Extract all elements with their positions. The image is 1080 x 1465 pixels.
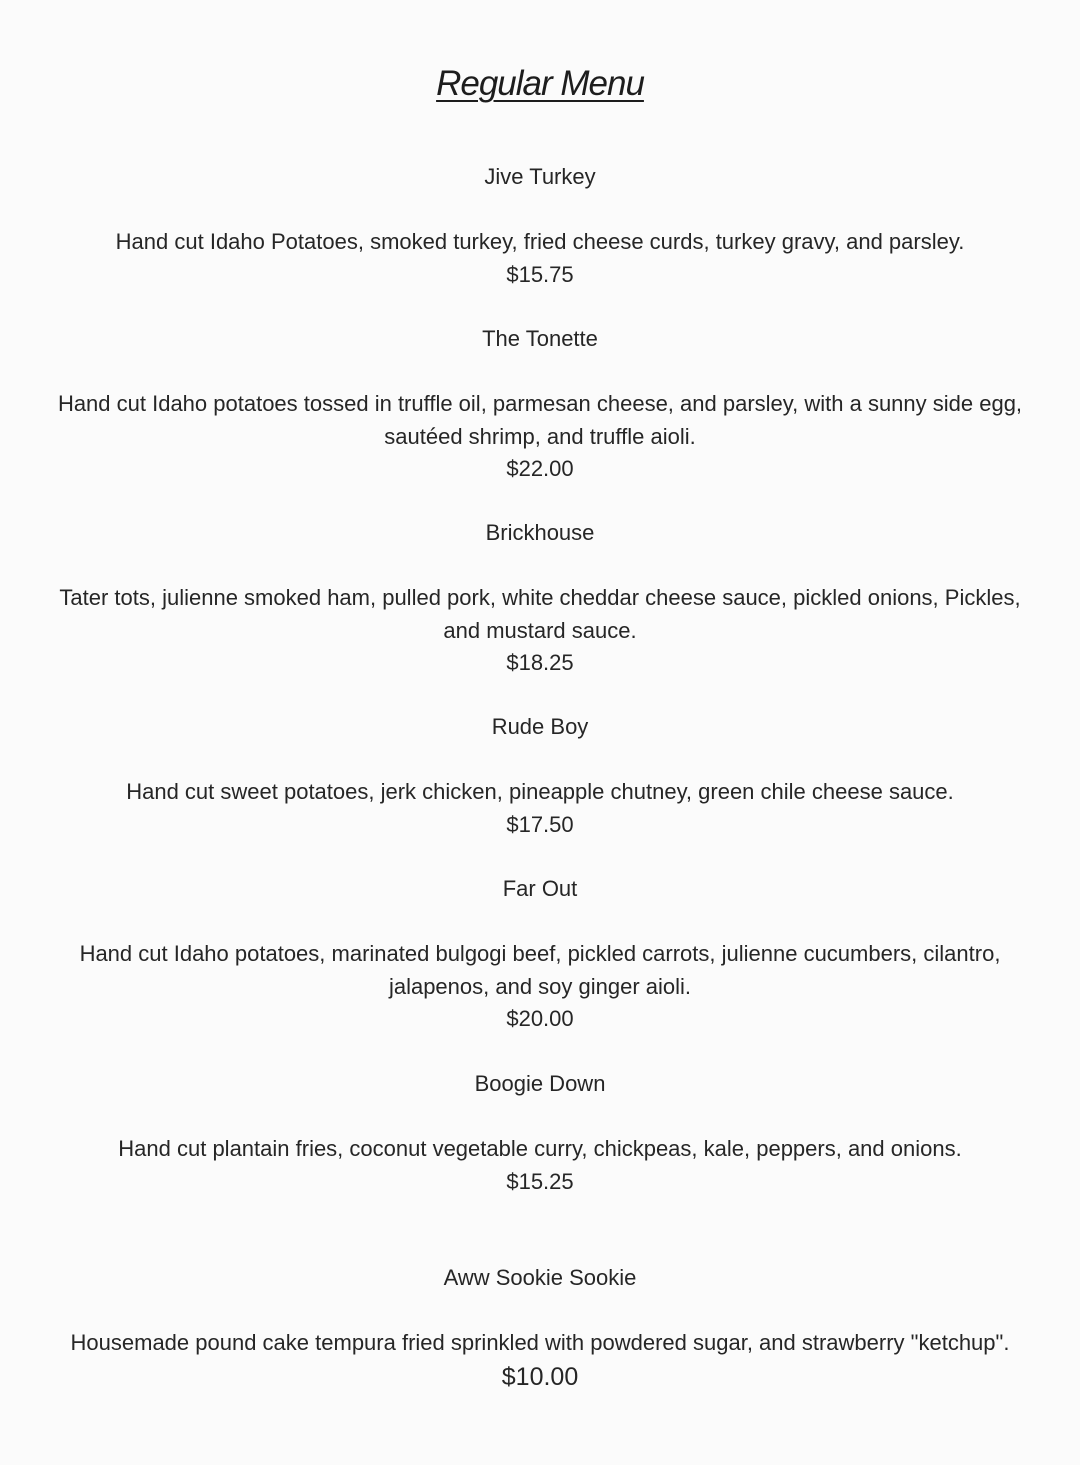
menu-item-name: Brickhouse xyxy=(485,520,595,545)
page-title: Regular Menu xyxy=(436,64,644,103)
menu-item-price: $22.00 xyxy=(506,456,574,481)
menu-item xyxy=(40,873,1040,1036)
menu-item-description: Hand cut Idaho Potatoes, smoked turkey, fried cheese curds, turkey gravy, and parsley. xyxy=(115,229,965,254)
menu-item-description: Tater tots, julienne smoked ham, pulled pork, white cheddar cheese sauce, pickled onions, Pickles, and mustard sauce. xyxy=(59,585,1021,643)
menu-item-description: Hand cut Idaho potatoes, marinated bulgogi beef, pickled carrots, julienne cucumbers, cilantro, jalapenos, and soy ginger aioli. xyxy=(79,941,1001,999)
menu-item-price: $17.50 xyxy=(506,811,574,837)
menu-item xyxy=(40,161,1040,291)
menu-item-name: Aww Sookie Sookie xyxy=(443,1265,637,1290)
menu-item-name: The Tonette xyxy=(482,326,598,351)
menu-item-price: $15.25 xyxy=(506,1168,574,1194)
menu-item-name: Far Out xyxy=(502,876,578,901)
menu-item-price: $18.25 xyxy=(506,650,574,675)
menu-item-price: $20.00 xyxy=(506,1006,574,1031)
menu-item-name: Boogie Down xyxy=(474,1071,606,1096)
menu-item xyxy=(40,517,1040,680)
menu-item-description: Hand cut Idaho potatoes tossed in truffle oil, parmesan cheese, and parsley, with a sunny side egg, sautéed shrimp, and truffle aioli. xyxy=(57,391,1023,449)
menu-item xyxy=(40,711,1040,841)
menu-item-price: $10.00 xyxy=(501,1362,579,1391)
menu-item-name: Rude Boy xyxy=(491,714,589,739)
menu-item-price: $15.75 xyxy=(506,261,574,287)
menu-item xyxy=(40,323,1040,486)
menu-item-description: Hand cut plantain fries, coconut vegetable curry, chickpeas, kale, peppers, and onions. xyxy=(118,1136,962,1161)
menu-item-description: Housemade pound cake tempura fried sprinkled with powdered sugar, and strawberry "ketchup". xyxy=(70,1330,1010,1355)
menu-item-description: Hand cut sweet potatoes, jerk chicken, pineapple chutney, green chile cheese sauce. xyxy=(126,779,954,804)
menu-item xyxy=(40,1262,1040,1394)
menu-item-name: Jive Turkey xyxy=(484,164,596,189)
menu-item xyxy=(40,1068,1040,1198)
